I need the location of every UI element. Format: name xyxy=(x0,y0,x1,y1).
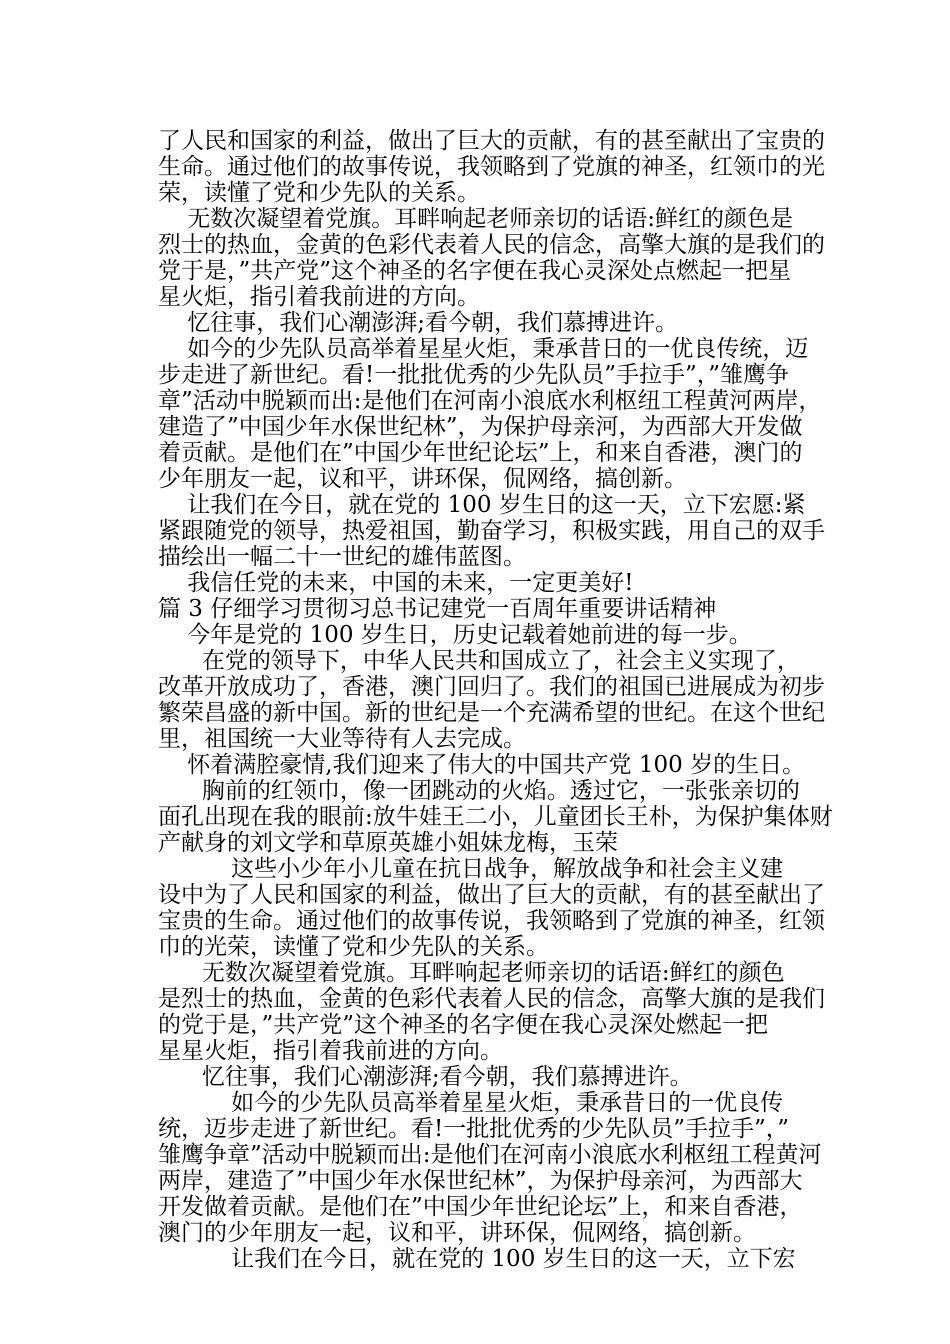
text-line: 在党的领导下，中华人民共和国成立了，社会主义实现了， xyxy=(158,648,800,674)
text-line: 雏鹰争章”活动中脱颖而出:是他们在河南小浪底水利枢纽工程黄河 xyxy=(158,1142,822,1168)
text-line: 忆往事，我们心潮澎湃;看今朝，我们慕搏进许。 xyxy=(158,1064,693,1090)
text-line: 让我们在今日，就在党的 100 岁生日的这一天，立下宏愿:紧 xyxy=(158,492,806,518)
text-line: 让我们在今日，就在党的 100 岁生日的这一天，立下宏 xyxy=(158,1246,796,1272)
text-line: 两岸，建造了”中国少年水保世纪林”，为保护母亲河，为西部大 xyxy=(158,1168,803,1194)
text-line: 这些小少年小儿童在抗日战争，解放战争和社会主义建 xyxy=(158,856,784,882)
text-line: 胸前的红领巾，像一团跳动的火焰。透过它，一张张亲切的 xyxy=(158,778,800,804)
text-line: 了人民和国家的利益，做出了巨大的贡献，有的甚至献出了宝贵的 xyxy=(158,128,825,154)
text-line: 描绘出一幅二十一世纪的雄伟蓝图。 xyxy=(158,544,526,570)
text-line: 改革开放成功了，香港，澳门回归了。我们的祖国已进展成为初步 xyxy=(158,674,825,700)
text-line: 星火炬，指引着我前进的方向。 xyxy=(158,284,480,310)
text-line: 繁荣昌盛的新中国。新的世纪是一个充满希望的世纪。在这个世纪 xyxy=(158,700,825,726)
text-line: 少年朋友一起，议和平，讲环保，侃网络，搞创新。 xyxy=(158,466,687,492)
section-heading: 篇 3 仔细学习贯彻习总书记建党一百周年重要讲话精神 xyxy=(158,596,717,622)
text-line: 我信任党的未来，中国的未来，一定更美好! xyxy=(158,570,634,596)
text-line: 如今的少先队员高举着星星火炬，秉承昔日的一优良传 xyxy=(158,1090,784,1116)
text-line: 紧跟随党的领导，热爱祖国，勤奋学习，积极实践，用自己的双手 xyxy=(158,518,825,544)
text-line: 怀着满腔豪情,我们迎来了伟大的中国共产党 100 岁的生日。 xyxy=(158,752,806,778)
text-line: 今年是党的 100 岁生日，历史记载着她前进的每一步。 xyxy=(158,622,752,648)
text-line: 荣，读懂了党和少先队的关系。 xyxy=(158,180,480,206)
text-line: 统，迈步走进了新世纪。看!一批批优秀的少先队员”手拉手”，” xyxy=(158,1116,790,1142)
text-line: 星星火炬，指引着我前进的方向。 xyxy=(158,1038,503,1064)
text-line: 里，祖国统一大业等待有人去完成。 xyxy=(158,726,526,752)
text-line: 面孔出现在我的眼前:放牛娃王二小，儿童团长王朴，为保护集体财 xyxy=(158,804,833,830)
text-line: 着贡献。是他们在”中国少年世纪论坛”上，和来自香港，澳门的 xyxy=(158,440,803,466)
text-line: 宝贵的生命。通过他们的故事传说，我领略到了党旗的神圣，红领 xyxy=(158,908,825,934)
text-line: 巾的光荣，读懂了党和少先队的关系。 xyxy=(158,934,549,960)
text-line: 开发做着贡献。是他们在”中国少年世纪论坛”上，和来自香港， xyxy=(158,1194,803,1220)
text-line: 产献身的刘文学和草原英雄小姐妹龙梅，玉荣 xyxy=(158,830,618,856)
text-line: 设中为了人民和国家的利益，做出了巨大的贡献，有的甚至献出了 xyxy=(158,882,825,908)
text-line: 忆往事，我们心潮澎湃;看今朝，我们慕搏进许。 xyxy=(158,310,678,336)
text-line: 的党于是，”共产党”这个神圣的名字便在我心灵深处燃起一把 xyxy=(158,1012,769,1038)
text-line: 生命。通过他们的故事传说，我领略到了党旗的神圣，红领巾的光 xyxy=(158,154,825,180)
text-line: 章”活动中脱颖而出:是他们在河南小浪底水利枢纽工程黄河两岸， xyxy=(158,388,822,414)
text-line: 是烈士的热血，金黄的色彩代表着人民的信念，高擎大旗的是我们 xyxy=(158,986,825,1012)
text-line: 无数次凝望着党旗。耳畔响起老师亲切的话语:鲜红的颜色是 xyxy=(158,206,793,232)
text-line: 澳门的少年朋友一起，议和平，讲环保，侃网络，搞创新。 xyxy=(158,1220,756,1246)
text-line: 建造了”中国少年水保世纪林”，为保护母亲河，为西部大开发做 xyxy=(158,414,803,440)
text-line: 烈士的热血，金黄的色彩代表着人民的信念，高擎大旗的是我们的 xyxy=(158,232,825,258)
text-line: 无数次凝望着党旗。耳畔响起老师亲切的话语:鲜红的颜色 xyxy=(158,960,785,986)
text-line: 党于是，”共产党”这个神圣的名字便在我心灵深处点燃起一把星 xyxy=(158,258,792,284)
text-line: 步走进了新世纪。看!一批批优秀的少先队员”手拉手”，”雏鹰争 xyxy=(158,362,790,388)
text-line: 如今的少先队员高举着星星火炬，秉承昔日的一优良传统，迈 xyxy=(158,336,809,362)
